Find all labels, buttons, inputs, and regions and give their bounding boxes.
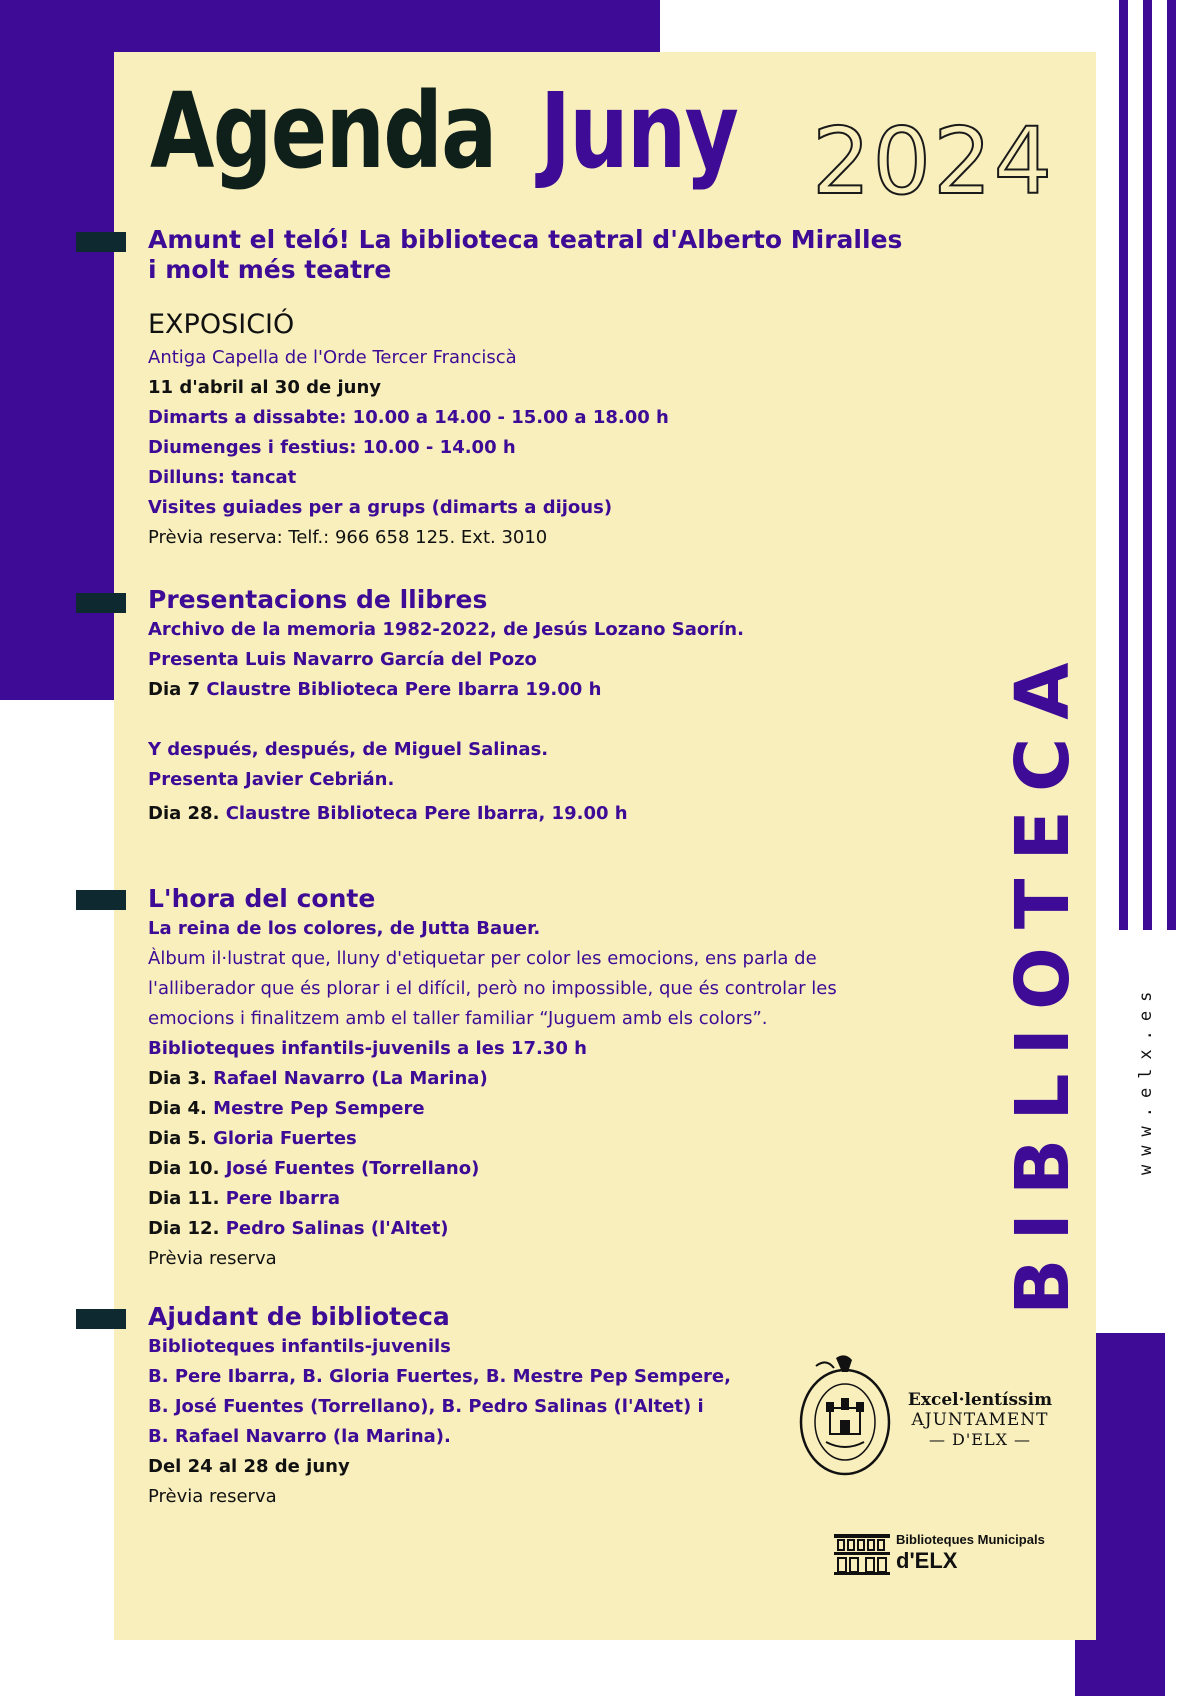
hours-sundays: Diumenges i festius: 10.00 - 14.00 h [148, 437, 516, 458]
vertical-title: BIBLIOTECA [1000, 644, 1086, 1315]
booking-info: Prèvia reserva [148, 1248, 277, 1269]
ajuntament-line-3: — D'ELX — [928, 1430, 1032, 1449]
session-day: Dia 10. [148, 1158, 220, 1179]
libraries-list: B. Pere Ibarra, B. Gloria Fuertes, B. Mestre Pep Sempere, [148, 1366, 731, 1387]
session-day: Dia 12. [148, 1218, 220, 1239]
session-day: Dia 5. [148, 1128, 207, 1149]
session-place: Gloria Fuertes [206, 1128, 357, 1149]
book-author: , de Miguel Salinas. [349, 739, 549, 760]
book-author: , de Jesús Lozano Saorín. [489, 619, 744, 640]
book-author: , de Jutta Bauer. [376, 918, 541, 939]
city-seal-icon [796, 1350, 894, 1480]
website-url[interactable]: www.elx.es [1136, 982, 1156, 1175]
description-line: l'alliberador que és plorar i el difícil, però no impossible, que és controlar les [148, 978, 837, 999]
libraries-list: B. José Fuentes (Torrellano), B. Pedro Salinas (l'Altet) i [148, 1396, 704, 1417]
ajuntament-line-1: Excel·lentíssim [907, 1390, 1053, 1410]
book-presenter: Presenta Luis Navarro García del Pozo [148, 649, 537, 670]
session-place: José Fuentes (Torrellano) [219, 1158, 480, 1179]
bib-logo-line-1: Biblioteques Municipals [896, 1532, 1045, 1547]
venue: Antiga Capella de l'Orde Tercer Franciscà [148, 347, 517, 368]
book-title: Y después, después [148, 739, 350, 760]
stripe-1 [1119, 0, 1128, 930]
hours-weekdays: Dimarts a dissabte: 10.00 a 14.00 - 15.00 a 18.00 h [148, 407, 669, 428]
description-line: Àlbum il·lustrat que, lluny d'etiquetar per color les emocions, ens parla de [148, 948, 817, 969]
description-line: emocions i finalitzem amb el taller familiar “Juguem amb els colors”. [148, 1008, 768, 1029]
section-title: Presentacions de llibres [148, 585, 488, 614]
closed-day: Dilluns: tancat [148, 467, 297, 488]
event-place: Claustre Biblioteca Pere Ibarra 19.00 h [200, 679, 602, 700]
book-title: La reina de los colores [148, 918, 377, 939]
stripe-3 [1167, 0, 1176, 930]
guided-visits: Visites guiades per a grups (dimarts a dijous) [148, 497, 613, 518]
session-day: Dia 11. [148, 1188, 220, 1209]
ajuntament-line-2: AJUNTAMENT [911, 1410, 1049, 1430]
title-month: Juny [540, 70, 738, 192]
bib-logo-line-2: d'ELX [896, 1548, 958, 1573]
event-place: Claustre Biblioteca Pere Ibarra, 19.00 h [219, 803, 628, 824]
section-marker [76, 1309, 126, 1329]
session-place: Pedro Salinas (l'Altet) [219, 1218, 449, 1239]
booking-info: Prèvia reserva: Telf.: 966 658 125. Ext. 3010 [148, 527, 548, 548]
section-presentacions [148, 585, 978, 829]
section-title: Amunt el teló! La biblioteca teatral d'Alberto Miralles i molt més teatre [148, 225, 903, 284]
section-marker [76, 232, 126, 252]
ajuntament-logo [900, 1390, 1060, 1449]
dates: 11 d'abril al 30 de juny [148, 377, 382, 398]
session-place: Rafael Navarro (La Marina) [206, 1068, 488, 1089]
biblioteques-logo [832, 1528, 1072, 1578]
session-day: Dia 3. [148, 1068, 207, 1089]
section-title: Ajudant de biblioteca [148, 1302, 450, 1331]
library-building-icon [832, 1528, 894, 1576]
stripe-2 [1143, 0, 1152, 930]
dates: Del 24 al 28 de juny [148, 1456, 350, 1477]
book-presenter: Presenta Javier Cebrián. [148, 769, 395, 790]
session-day: Dia 4. [148, 1098, 207, 1119]
booking-info: Prèvia reserva [148, 1486, 277, 1507]
session-place: Mestre Pep Sempere [206, 1098, 425, 1119]
section-marker [76, 890, 126, 910]
title-agenda: Agenda [150, 70, 496, 192]
title-year: 2024 [812, 108, 1055, 215]
section-title: L'hora del conte [148, 884, 376, 913]
session-place: Pere Ibarra [219, 1188, 341, 1209]
libraries-list: B. Rafael Navarro (la Marina). [148, 1426, 451, 1447]
libraries-time: Biblioteques infantils-juvenils a les 17.30 h [148, 1038, 587, 1059]
book-title: Archivo de la memoria 1982-2022 [148, 619, 490, 640]
event-day: Dia 7 [148, 679, 201, 700]
libraries-sub: Biblioteques infantils-juvenils [148, 1336, 451, 1357]
section-exposicio [148, 225, 978, 553]
section-marker [76, 593, 126, 613]
event-day: Dia 28. [148, 803, 220, 824]
section-kind: EXPOSICIÓ [148, 309, 295, 340]
section-hora-del-conte [148, 884, 978, 1274]
